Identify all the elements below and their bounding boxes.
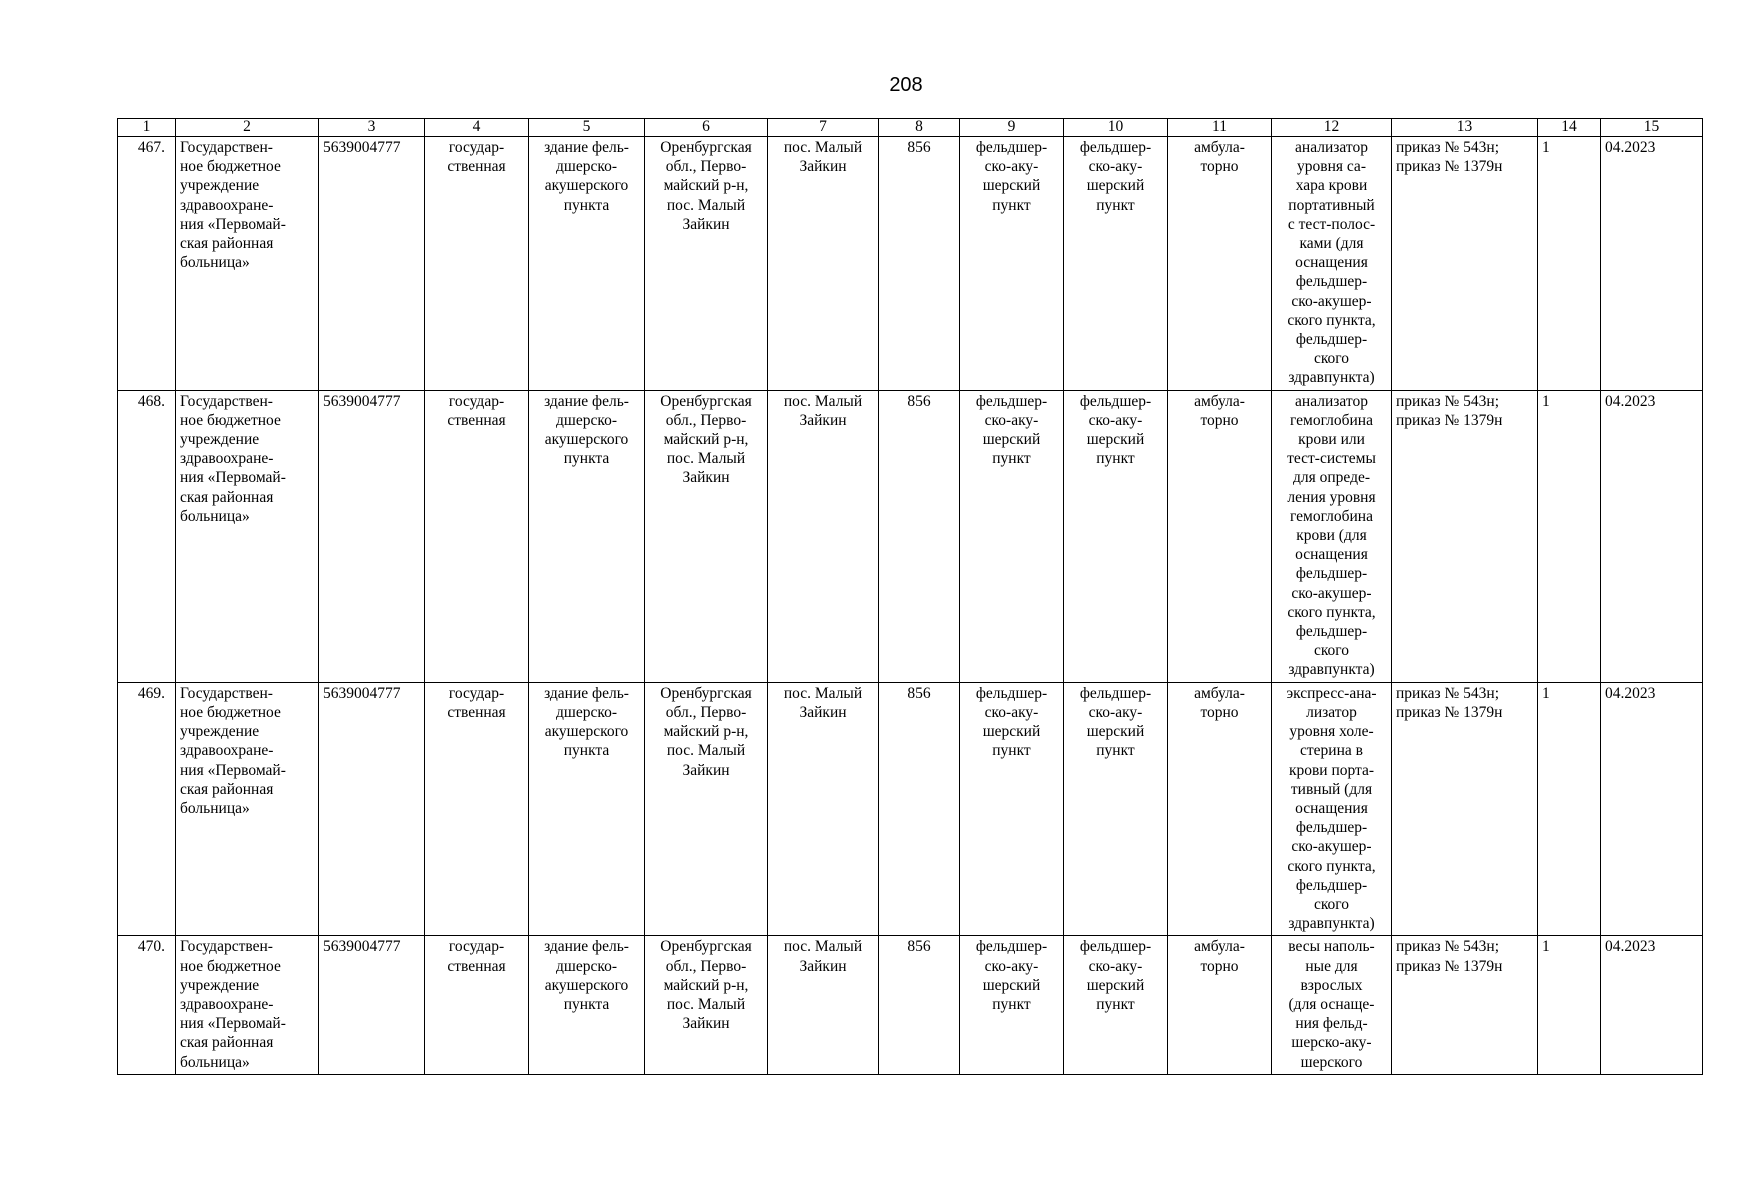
building-cell: здание фель- дшерско- акушерского пункта	[529, 390, 645, 682]
row-number: 468.	[118, 390, 176, 682]
ownership-cell: государ- ственная	[425, 390, 529, 682]
subdivision-type-cell: фельдшер- ско-аку- шерский пункт	[1064, 936, 1168, 1074]
date-cell: 04.2023	[1601, 936, 1703, 1074]
column-header: 6	[645, 119, 768, 137]
care-condition-cell: амбула- торно	[1168, 936, 1272, 1074]
code-cell: 856	[879, 137, 960, 391]
date-cell: 04.2023	[1601, 682, 1703, 936]
facility-type-cell: фельдшер- ско-аку- шерский пункт	[960, 137, 1064, 391]
column-number-row	[118, 119, 1703, 137]
column-header: 7	[768, 119, 879, 137]
code-cell: 856	[879, 936, 960, 1074]
quantity-cell: 1	[1538, 936, 1601, 1074]
building-cell: здание фель- дшерско- акушерского пункта	[529, 936, 645, 1074]
locality-cell: пос. Малый Зайкин	[768, 390, 879, 682]
row-number: 467.	[118, 137, 176, 391]
row-number: 470.	[118, 936, 176, 1074]
organization-name: Государствен- ное бюджетное учреждение здравоохране- ния «Первомай- ская районная больница»	[176, 390, 319, 682]
subdivision-type-cell: фельдшер- ско-аку- шерский пункт	[1064, 137, 1168, 391]
care-condition-cell: амбула- торно	[1168, 390, 1272, 682]
address-cell: Оренбургская обл., Перво- майский р-н, пос. Малый Зайкин	[645, 682, 768, 936]
order-cell: приказ № 543н; приказ № 1379н	[1392, 936, 1538, 1074]
equipment-cell: экспресс-ана- лизатор уровня холе- стерина в крови порта- тивный (для оснащения фельдшер- ско-акушер- ского пункта, фельдшер- ского здравпункта)	[1272, 682, 1392, 936]
organization-name: Государствен- ное бюджетное учреждение здравоохране- ния «Первомай- ская районная больница»	[176, 936, 319, 1074]
facility-type-cell: фельдшер- ско-аку- шерский пункт	[960, 936, 1064, 1074]
subdivision-type-cell: фельдшер- ско-аку- шерский пункт	[1064, 390, 1168, 682]
equipment-cell: анализатор гемоглобина крови или тест-системы для опреде- ления уровня гемоглобина крови (для оснащения фельдшер- ско-акушер- ского пункта, фельдшер- ского здравпункта)	[1272, 390, 1392, 682]
column-header: 13	[1392, 119, 1538, 137]
date-cell: 04.2023	[1601, 390, 1703, 682]
organization-name: Государствен- ное бюджетное учреждение здравоохране- ния «Первомай- ская районная больница»	[176, 137, 319, 391]
column-header: 8	[879, 119, 960, 137]
code-cell: 856	[879, 390, 960, 682]
registry-table	[117, 118, 1703, 1075]
quantity-cell: 1	[1538, 390, 1601, 682]
ownership-cell: государ- ственная	[425, 936, 529, 1074]
building-cell: здание фель- дшерско- акушерского пункта	[529, 682, 645, 936]
column-header: 3	[319, 119, 425, 137]
quantity-cell: 1	[1538, 137, 1601, 391]
table-row	[118, 137, 1703, 391]
column-header: 11	[1168, 119, 1272, 137]
order-cell: приказ № 543н; приказ № 1379н	[1392, 682, 1538, 936]
column-header: 10	[1064, 119, 1168, 137]
date-cell: 04.2023	[1601, 137, 1703, 391]
locality-cell: пос. Малый Зайкин	[768, 936, 879, 1074]
equipment-cell: весы наполь- ные для взрослых (для оснаще- ния фельд- шерско-аку- шерского	[1272, 936, 1392, 1074]
order-cell: приказ № 543н; приказ № 1379н	[1392, 137, 1538, 391]
quantity-cell: 1	[1538, 682, 1601, 936]
equipment-cell: анализатор уровня са- хара крови портативный с тест-полос- ками (для оснащения фельдшер- ско-акушер- ского пункта, фельдшер- ского здравпункта)	[1272, 137, 1392, 391]
address-cell: Оренбургская обл., Перво- майский р-н, пос. Малый Зайкин	[645, 137, 768, 391]
locality-cell: пос. Малый Зайкин	[768, 137, 879, 391]
row-number: 469.	[118, 682, 176, 936]
facility-type-cell: фельдшер- ско-аку- шерский пункт	[960, 682, 1064, 936]
table-row	[118, 390, 1703, 682]
ownership-cell: государ- ственная	[425, 682, 529, 936]
column-header: 4	[425, 119, 529, 137]
column-header: 14	[1538, 119, 1601, 137]
column-header: 2	[176, 119, 319, 137]
column-header: 5	[529, 119, 645, 137]
address-cell: Оренбургская обл., Перво- майский р-н, пос. Малый Зайкин	[645, 936, 768, 1074]
column-header: 12	[1272, 119, 1392, 137]
care-condition-cell: амбула- торно	[1168, 682, 1272, 936]
facility-type-cell: фельдшер- ско-аку- шерский пункт	[960, 390, 1064, 682]
care-condition-cell: амбула- торно	[1168, 137, 1272, 391]
ownership-cell: государ- ственная	[425, 137, 529, 391]
column-header: 9	[960, 119, 1064, 137]
order-cell: приказ № 543н; приказ № 1379н	[1392, 390, 1538, 682]
page-number: 208	[889, 74, 923, 96]
inn-cell: 5639004777	[319, 137, 425, 391]
organization-name: Государствен- ное бюджетное учреждение здравоохране- ния «Первомай- ская районная больница»	[176, 682, 319, 936]
column-header: 15	[1601, 119, 1703, 137]
code-cell: 856	[879, 682, 960, 936]
inn-cell: 5639004777	[319, 682, 425, 936]
address-cell: Оренбургская обл., Перво- майский р-н, пос. Малый Зайкин	[645, 390, 768, 682]
table-row	[118, 682, 1703, 936]
subdivision-type-cell: фельдшер- ско-аку- шерский пункт	[1064, 682, 1168, 936]
table-row	[118, 936, 1703, 1074]
locality-cell: пос. Малый Зайкин	[768, 682, 879, 936]
inn-cell: 5639004777	[319, 936, 425, 1074]
table-header	[118, 119, 1703, 137]
inn-cell: 5639004777	[319, 390, 425, 682]
building-cell: здание фель- дшерско- акушерского пункта	[529, 137, 645, 391]
column-header: 1	[118, 119, 176, 137]
